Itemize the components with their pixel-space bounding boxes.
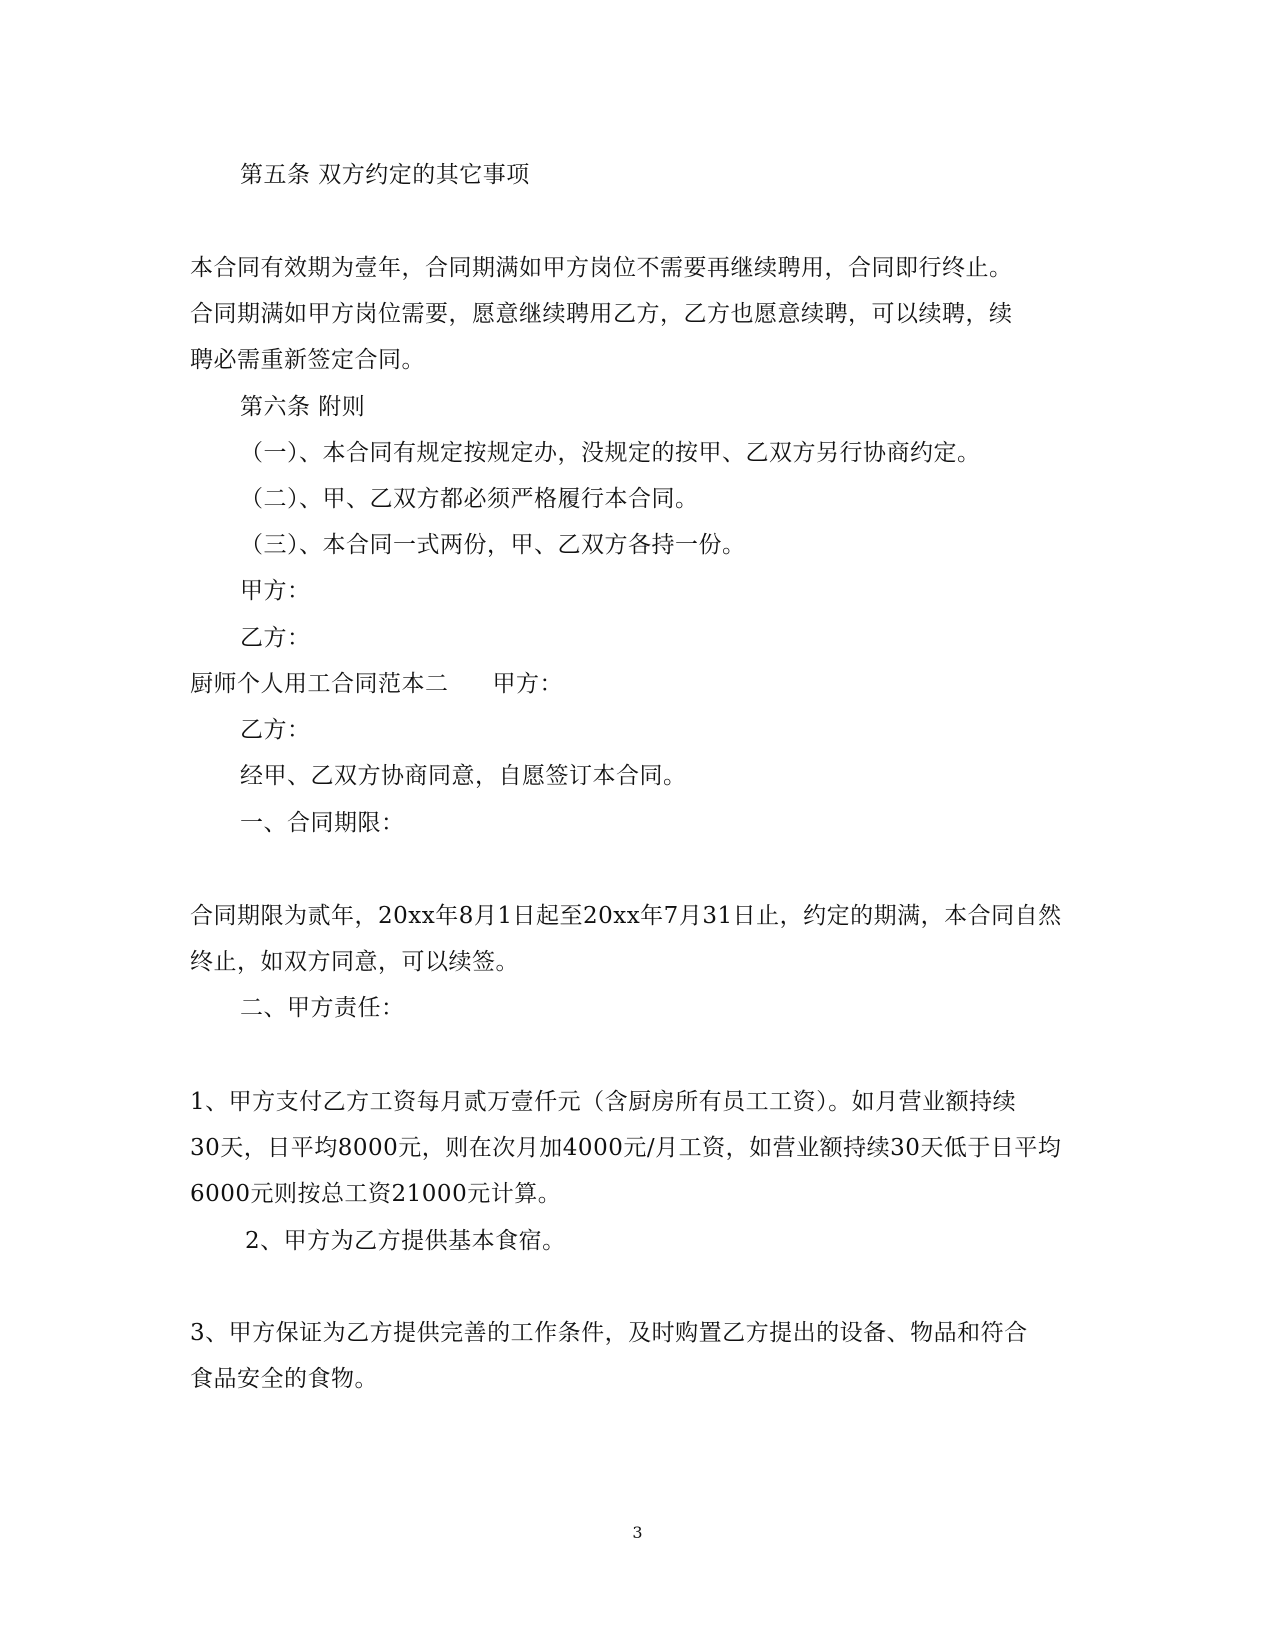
clause-item: （三）、本合同一式两份，甲、乙双方各持一份。 (240, 532, 746, 558)
paragraph-line: 合同期满如甲方岗位需要，愿意继续聘用乙方，乙方也愿意续聘，可以续聘，续 (190, 301, 1013, 327)
paragraph-line: 本合同有效期为壹年，合同期满如甲方岗位不需要再继续聘用，合同即行终止。 (190, 255, 1013, 281)
paragraph-line: 终止，如双方同意，可以续签。 (190, 949, 519, 975)
paragraph-line: 食品安全的食物。 (190, 1366, 378, 1392)
party-b-label: 乙方： (240, 625, 311, 651)
paragraph-line: 2、甲方为乙方提供基本食宿。 (245, 1228, 566, 1254)
article-6-heading: 第六条 附则 (240, 394, 366, 420)
section-heading: 二、甲方责任： (240, 995, 405, 1021)
paragraph-line: 聘必需重新签定合同。 (190, 347, 425, 373)
party-a-label: 甲方： (492, 671, 563, 697)
paragraph-line: 合同期限为贰年，20xx年8月1日起至20xx年7月31日止，约定的期满，本合同自然 (190, 903, 1062, 929)
party-a-label: 甲方： (240, 578, 311, 604)
contract-title-line (190, 669, 563, 699)
page-number: 3 (632, 1523, 643, 1542)
paragraph-line: 6000元则按总工资21000元计算。 (190, 1181, 562, 1207)
paragraph-line: 3、甲方保证为乙方提供完善的工作条件，及时购置乙方提出的设备、物品和符合 (190, 1320, 1028, 1346)
paragraph-line: 1、甲方支付乙方工资每月贰万壹仟元（含厨房所有员工工资）。如月营业额持续 (190, 1089, 1017, 1115)
clause-item: （一）、本合同有规定按规定办，没规定的按甲、乙双方另行协商约定。 (240, 440, 981, 466)
contract-title: 厨师个人用工合同范本二 (190, 671, 449, 697)
party-b-label: 乙方： (240, 717, 311, 743)
section-heading: 一、合同期限： (240, 810, 405, 836)
paragraph-line: 经甲、乙双方协商同意，自愿签订本合同。 (240, 763, 687, 789)
clause-item: （二）、甲、乙双方都必须严格履行本合同。 (240, 486, 699, 512)
article-5-heading: 第五条 双方约定的其它事项 (240, 162, 530, 188)
paragraph-line: 30天，日平均8000元，则在次月加4000元/月工资，如营业额持续30天低于日平均 (190, 1135, 1062, 1161)
